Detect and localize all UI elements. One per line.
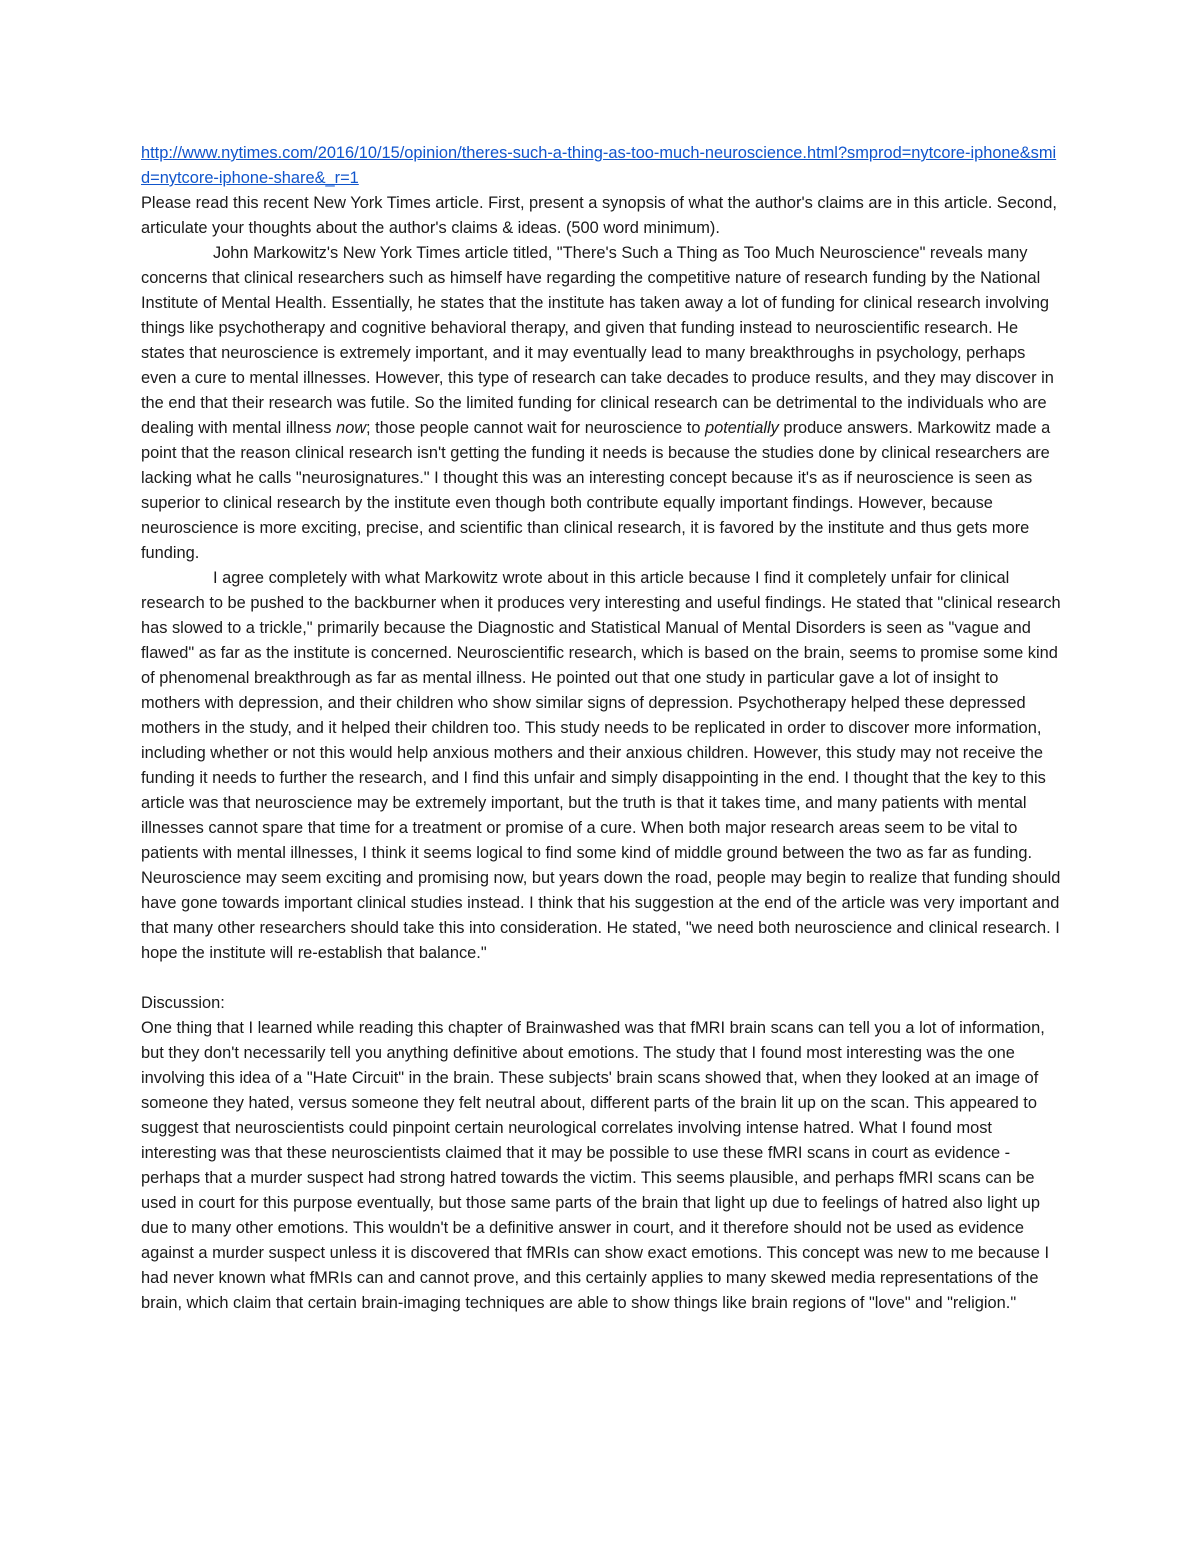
discussion-paragraph: One thing that I learned while reading this chapter of Brainwashed was that fMRI brain scans can tell you a lot of information, but they don't necessarily tell you anything definitive about emotions. The study that I found most interesting was the one involving this idea of a "Hate Circuit" in the brain. These subjects' brain scans showed that, when they looked at an image of someone they hated, versus someone they felt neutral about, different parts of the brain lit up on the scan. This appeared to suggest that neuroscientists could pinpoint certain neurological correlates involving intense hatred. What I found most interesting was that these neuroscientists claimed that it may be possible to use these fMRI scans in court as evidence - perhaps that a murder suspect had strong hatred towards the victim. This seems plausible, and perhaps fMRI scans can be used in court for this purpose eventually, but those same parts of the brain that light up due to feelings of hatred also light up due to many other emotions. This wouldn't be a definitive answer in court, and it therefore should not be used as evidence against a murder suspect unless it is discovered that fMRIs can show exact emotions. This concept was new to me because I had never known what fMRIs can and cannot prove, and this certainly applies to many skewed media representations of the brain, which claim that certain brain-imaging techniques are able to show things like brain regions of "love" and "religion." xyxy=(141,1019,1049,1312)
document-page xyxy=(141,141,1061,1316)
emphasis-now: now xyxy=(335,419,367,437)
discussion-heading: Discussion: xyxy=(141,994,225,1012)
assignment-prompt: Please read this recent New York Times article. First, present a synopsis of what the author's claims are in this article. Second, articulate your thoughts about the author's claims & ideas. (500 word minimum). xyxy=(141,194,1057,237)
synopsis-paragraph xyxy=(141,241,1061,566)
synopsis-text-1: John Markowitz's New York Times article titled, "There's Such a Thing as Too Much Neuroscience" reveals many concerns that clinical researchers such as himself have regarding the competitive nature of research funding by the National Institute of Mental Health. Essentially, he states that the institute has taken away a lot of funding for clinical research involving things like psychotherapy and cognitive behavioral therapy, and given that funding instead to neuroscientific research. He states that neuroscience is extremely important, and it may eventually lead to many breakthroughs in psychology, perhaps even a cure to mental illnesses. However, this type of research can take decades to produce results, and they may discover in the end that their research was futile. So the limited funding for clinical research can be detrimental to the individuals who are dealing with mental illness xyxy=(141,244,1054,437)
response-paragraph: I agree completely with what Markowitz wrote about in this article because I find it completely unfair for clinical research to be pushed to the backburner when it produces very interesting and useful findings. He stated that "clinical research has slowed to a trickle," primarily because the Diagnostic and Statistical Manual of Mental Disorders is seen as "vague and flawed" as far as the institute is concerned. Neuroscientific research, which is based on the brain, seems to promise some kind of phenomenal breakthrough as far as mental illness. He pointed out that one study in particular gave a lot of insight to mothers with depression, and their children who show similar signs of depression. Psychotherapy helped these depressed mothers in the study, and it helped their children too. This study needs to be replicated in order to discover more information, including whether or not this would help anxious mothers and their anxious children. However, this study may not receive the funding it needs to further the research, and I find this unfair and simply disappointing in the end. I thought that the key to this article was that neuroscience may be extremely important, but the truth is that it takes time, and many patients with mental illnesses cannot spare that time for a treatment or promise of a cure. When both major research areas seem to be vital to patients with mental illnesses, I think it seems logical to find some kind of middle ground between the two as far as funding. Neuroscience may seem exciting and promising now, but years down the road, people may begin to realize that funding should have gone towards important clinical studies instead. I think that his suggestion at the end of the article was very important and that many other researchers should take this into consideration. He stated, "we need both neuroscience and clinical research. I hope the institute will re-establish that balance." xyxy=(141,569,1061,962)
synopsis-text-3: produce answers. Markowitz made a point that the reason clinical research isn't getting the funding it needs is because the studies done by clinical researchers are lacking what he calls "neurosignatures." I thought this was an interesting concept because it's as if neuroscience is seen as superior to clinical research by the institute even though both contribute equally important findings. However, because neuroscience is more exciting, precise, and scientific than clinical research, it is favored by the institute and thus gets more funding. xyxy=(141,419,1051,562)
emphasis-potentially: potentially xyxy=(705,419,779,437)
paragraph-spacer xyxy=(141,966,1061,991)
synopsis-text-2: ; those people cannot wait for neuroscience to xyxy=(366,419,706,437)
article-link[interactable]: http://www.nytimes.com/2016/10/15/opinion/theres-such-a-thing-as-too-much-neuroscience.html?smprod=nytcore-iphone&smid=nytcore-iphone-share&_r=1 xyxy=(141,144,1057,187)
